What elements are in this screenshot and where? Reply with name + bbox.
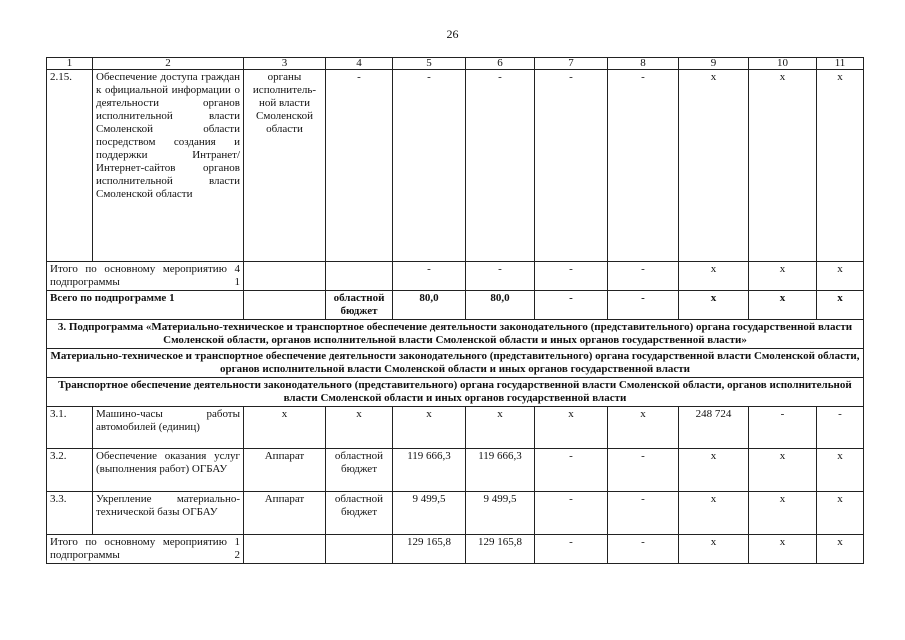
measure-name: Обеспечение доступа граждан к официальной информации о деятельности органов исполнительной власти Смоленской области посредством создания и поддержки Интранет/Интернет-сайтов органов исполнительной власти Смоленской области bbox=[93, 70, 244, 262]
cell-c7: - bbox=[535, 262, 608, 291]
cell-c5: - bbox=[393, 70, 466, 262]
cell-c9: x bbox=[679, 262, 749, 291]
cell-c8: - bbox=[608, 70, 679, 262]
cell-c3 bbox=[244, 535, 326, 564]
cell-c7: - bbox=[535, 70, 608, 262]
cell-c3 bbox=[244, 262, 326, 291]
grand-total-label: Всего по подпрограмме 1 bbox=[47, 291, 244, 320]
cell-c6: 9 499,5 bbox=[466, 492, 535, 535]
measure-name: Укрепление материально-технической базы ОГБАУ bbox=[93, 492, 244, 535]
cell-c11: x bbox=[817, 70, 864, 262]
cell-c11: x bbox=[817, 449, 864, 492]
cell-c10: x bbox=[749, 535, 817, 564]
cell-c4 bbox=[326, 262, 393, 291]
cell-c3 bbox=[244, 291, 326, 320]
subsection-transport-title: Транспортное обеспечение деятельности законодательного (представительного) органа государственной власти Смоленской области, органов исполнительной власти Смоленской области и иных органов государственной власти bbox=[47, 378, 864, 407]
subsection-transport-row bbox=[47, 378, 864, 407]
cell-c4: областной бюджет bbox=[326, 492, 393, 535]
cell-c9: 248 724 bbox=[679, 407, 749, 449]
measure-name: Обеспечение оказания услуг (выполнения работ) ОГБАУ bbox=[93, 449, 244, 492]
cell-c7: - bbox=[535, 535, 608, 564]
cell-c7: - bbox=[535, 449, 608, 492]
table-row-itogo-1-2 bbox=[47, 535, 864, 564]
col-num-10: 10 bbox=[749, 58, 817, 70]
col-num-7: 7 bbox=[535, 58, 608, 70]
cell-c7: - bbox=[535, 291, 608, 320]
col-num-3: 3 bbox=[244, 58, 326, 70]
cell-c9: x bbox=[679, 535, 749, 564]
cell-c6: x bbox=[466, 407, 535, 449]
cell-c5: 80,0 bbox=[393, 291, 466, 320]
col-num-9: 9 bbox=[679, 58, 749, 70]
cell-c4: - bbox=[326, 70, 393, 262]
col-num-1: 1 bbox=[47, 58, 93, 70]
cell-c11: x bbox=[817, 262, 864, 291]
table-row-vsego-1 bbox=[47, 291, 864, 320]
cell-c8: - bbox=[608, 449, 679, 492]
row-number: 2.15. bbox=[47, 70, 93, 262]
row-number: 3.1. bbox=[47, 407, 93, 449]
cell-c8: - bbox=[608, 535, 679, 564]
cell-c6: - bbox=[466, 70, 535, 262]
cell-c11: x bbox=[817, 535, 864, 564]
total-label: Итого по основному мероприятию 4 подпрограммы 1 bbox=[47, 262, 244, 291]
table-row-3-1 bbox=[47, 407, 864, 449]
col-num-11: 11 bbox=[817, 58, 864, 70]
cell-c11: x bbox=[817, 492, 864, 535]
cell-c5: - bbox=[393, 262, 466, 291]
cell-c11: x bbox=[817, 291, 864, 320]
cell-c9: x bbox=[679, 449, 749, 492]
cell-c4: x bbox=[326, 407, 393, 449]
executor: органы исполнитель-ной власти Смоленской области bbox=[244, 70, 326, 262]
cell-c9: x bbox=[679, 70, 749, 262]
col-num-2: 2 bbox=[93, 58, 244, 70]
executor: Аппарат bbox=[244, 492, 326, 535]
total-label: Итого по основному мероприятию 1 подпрограммы 2 bbox=[47, 535, 244, 564]
cell-c8: - bbox=[608, 262, 679, 291]
subsection-mt-title: Материально-техническое и транспортное обеспечение деятельности законодательного (представительного) органа государственной власти Смоленской области, органов исполнительной власти Смоленской области и иных органов государственной власти bbox=[47, 349, 864, 378]
cell-c7: - bbox=[535, 492, 608, 535]
column-numbers-row bbox=[47, 58, 864, 70]
cell-c6: 129 165,8 bbox=[466, 535, 535, 564]
executor: Аппарат bbox=[244, 449, 326, 492]
cell-c4: областной бюджет bbox=[326, 291, 393, 320]
subsection-mt-row bbox=[47, 349, 864, 378]
cell-c10: x bbox=[749, 262, 817, 291]
row-number: 3.3. bbox=[47, 492, 93, 535]
section-3-title: 3. Подпрограмма «Материально-техническое и транспортное обеспечение деятельности законодательного (представительного) органа государственной власти Смоленской области, органов исполнительной власти Смоленской области и иных органов государственной власти» bbox=[47, 320, 864, 349]
col-num-6: 6 bbox=[466, 58, 535, 70]
cell-c3: x bbox=[244, 407, 326, 449]
cell-c8: - bbox=[608, 492, 679, 535]
cell-c9: x bbox=[679, 492, 749, 535]
cell-c5: x bbox=[393, 407, 466, 449]
table-row-itogo-4 bbox=[47, 262, 864, 291]
cell-c6: - bbox=[466, 262, 535, 291]
measure-name: Машино-часы работы автомобилей (единиц) bbox=[93, 407, 244, 449]
section-3-heading-row bbox=[47, 320, 864, 349]
col-num-8: 8 bbox=[608, 58, 679, 70]
cell-c10: x bbox=[749, 449, 817, 492]
cell-c5: 129 165,8 bbox=[393, 535, 466, 564]
table-row-3-3 bbox=[47, 492, 864, 535]
cell-c10: - bbox=[749, 407, 817, 449]
col-num-4: 4 bbox=[326, 58, 393, 70]
cell-c6: 119 666,3 bbox=[466, 449, 535, 492]
cell-c10: x bbox=[749, 291, 817, 320]
cell-c10: x bbox=[749, 492, 817, 535]
cell-c6: 80,0 bbox=[466, 291, 535, 320]
col-num-5: 5 bbox=[393, 58, 466, 70]
row-number: 3.2. bbox=[47, 449, 93, 492]
page-number: 26 bbox=[446, 27, 459, 41]
budget-table bbox=[46, 57, 864, 564]
cell-c5: 119 666,3 bbox=[393, 449, 466, 492]
table-row-2-15 bbox=[47, 70, 864, 262]
cell-c8: - bbox=[608, 291, 679, 320]
cell-c5: 9 499,5 bbox=[393, 492, 466, 535]
cell-c11: - bbox=[817, 407, 864, 449]
cell-c8: x bbox=[608, 407, 679, 449]
cell-c9: x bbox=[679, 291, 749, 320]
cell-c10: x bbox=[749, 70, 817, 262]
cell-c4: областной бюджет bbox=[326, 449, 393, 492]
cell-c7: x bbox=[535, 407, 608, 449]
cell-c4 bbox=[326, 535, 393, 564]
table-row-3-2 bbox=[47, 449, 864, 492]
